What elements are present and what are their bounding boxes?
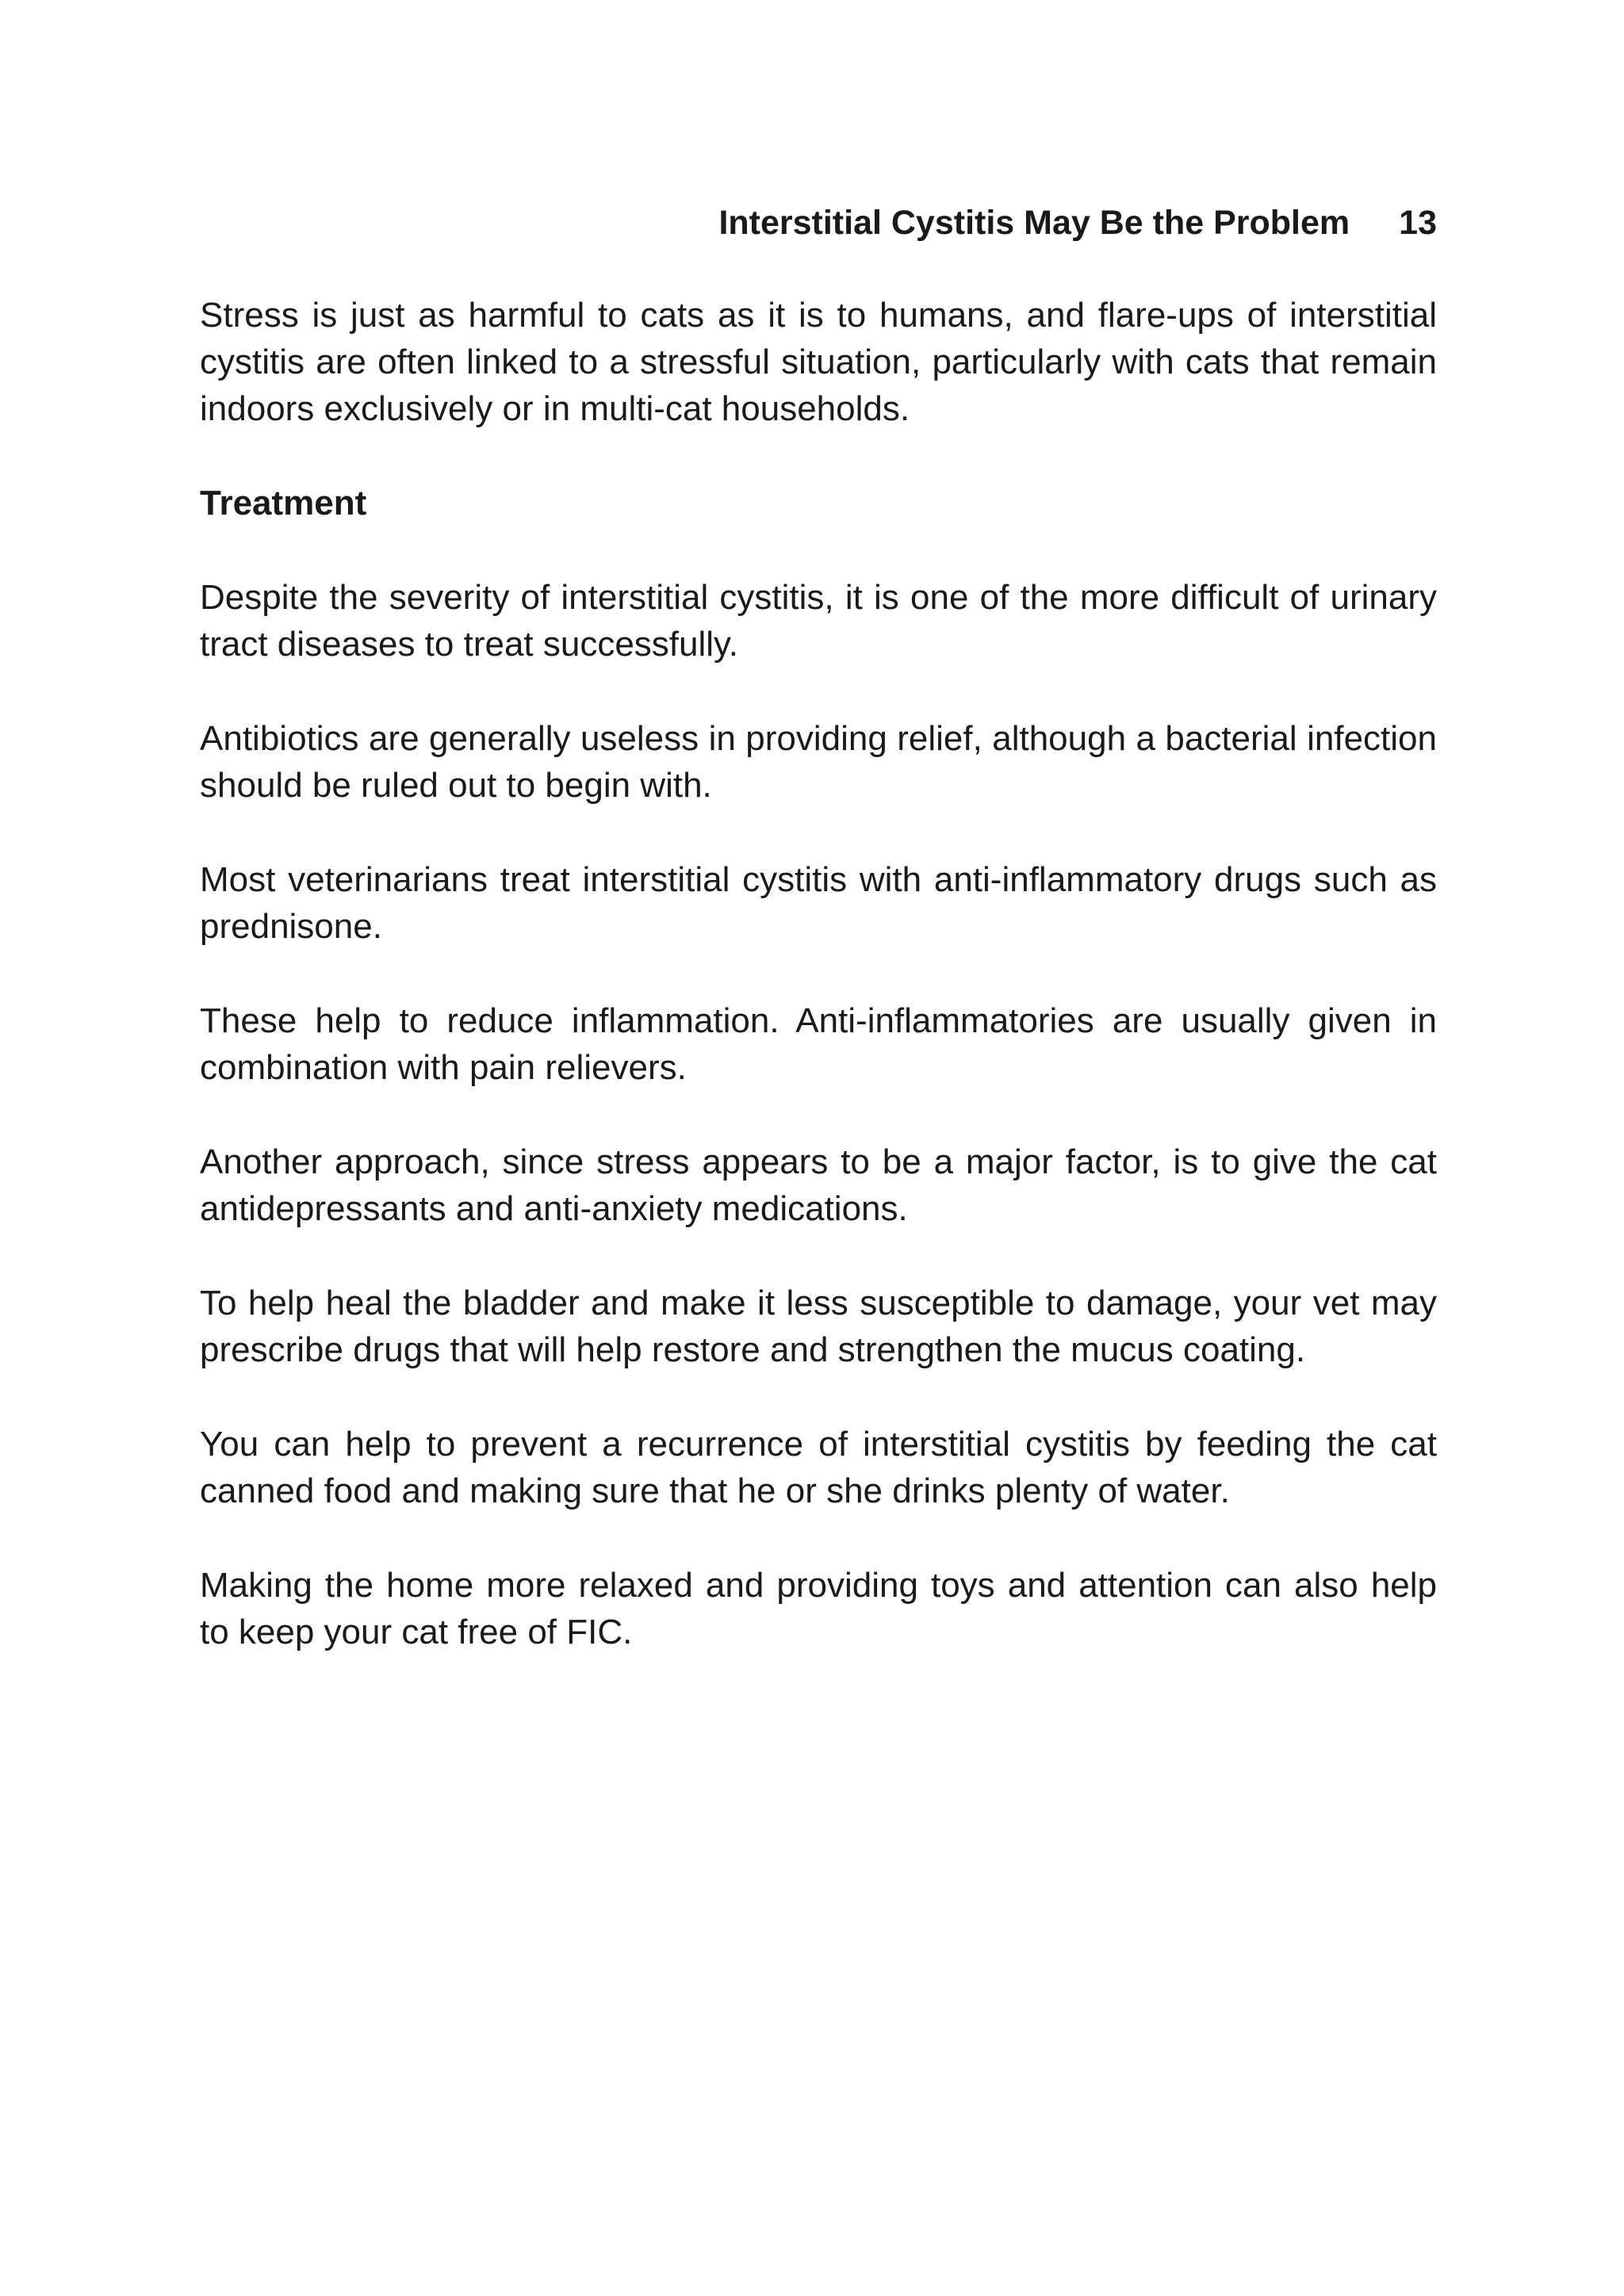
paragraph: These help to reduce inflammation. Anti-inflammatories are usually given in combination with pain relievers. — [200, 1001, 1437, 1087]
paragraph: To help heal the bladder and make it less susceptible to damage, your vet may prescribe drugs that will help restore and strengthen the mucus coating. — [200, 1284, 1437, 1369]
paragraph: Another approach, since stress appears to be a major factor, is to give the cat antidepressants and anti-anxiety medications. — [200, 1142, 1437, 1228]
paragraph: Antibiotics are generally useless in providing relief, although a bacterial infection should be ruled out to begin with. — [200, 719, 1437, 805]
running-title: Interstitial Cystitis May Be the Problem — [718, 203, 1350, 242]
running-header — [200, 198, 1437, 247]
paragraph: Despite the severity of interstitial cystitis, it is one of the more difficult of urinary tract diseases to treat successfully. — [200, 578, 1437, 664]
section-heading: Treatment — [200, 484, 367, 522]
page-number: 13 — [1399, 203, 1437, 242]
paragraph: Making the home more relaxed and providing toys and attention can also help to keep your cat free of FIC. — [200, 1566, 1437, 1651]
intro-paragraph: Stress is just as harmful to cats as it is to humans, and flare-ups of interstitial cystitis are often linked to a stressful situation, particularly with cats that remain indoors exclusively or in multi-cat households. — [200, 296, 1437, 428]
page-body — [200, 292, 1437, 1703]
paragraph: Most veterinarians treat interstitial cystitis with anti-inflammatory drugs such as prednisone. — [200, 860, 1437, 946]
paragraph: You can help to prevent a recurrence of interstitial cystitis by feeding the cat canned food and making sure that he or she drinks plenty of water. — [200, 1425, 1437, 1510]
